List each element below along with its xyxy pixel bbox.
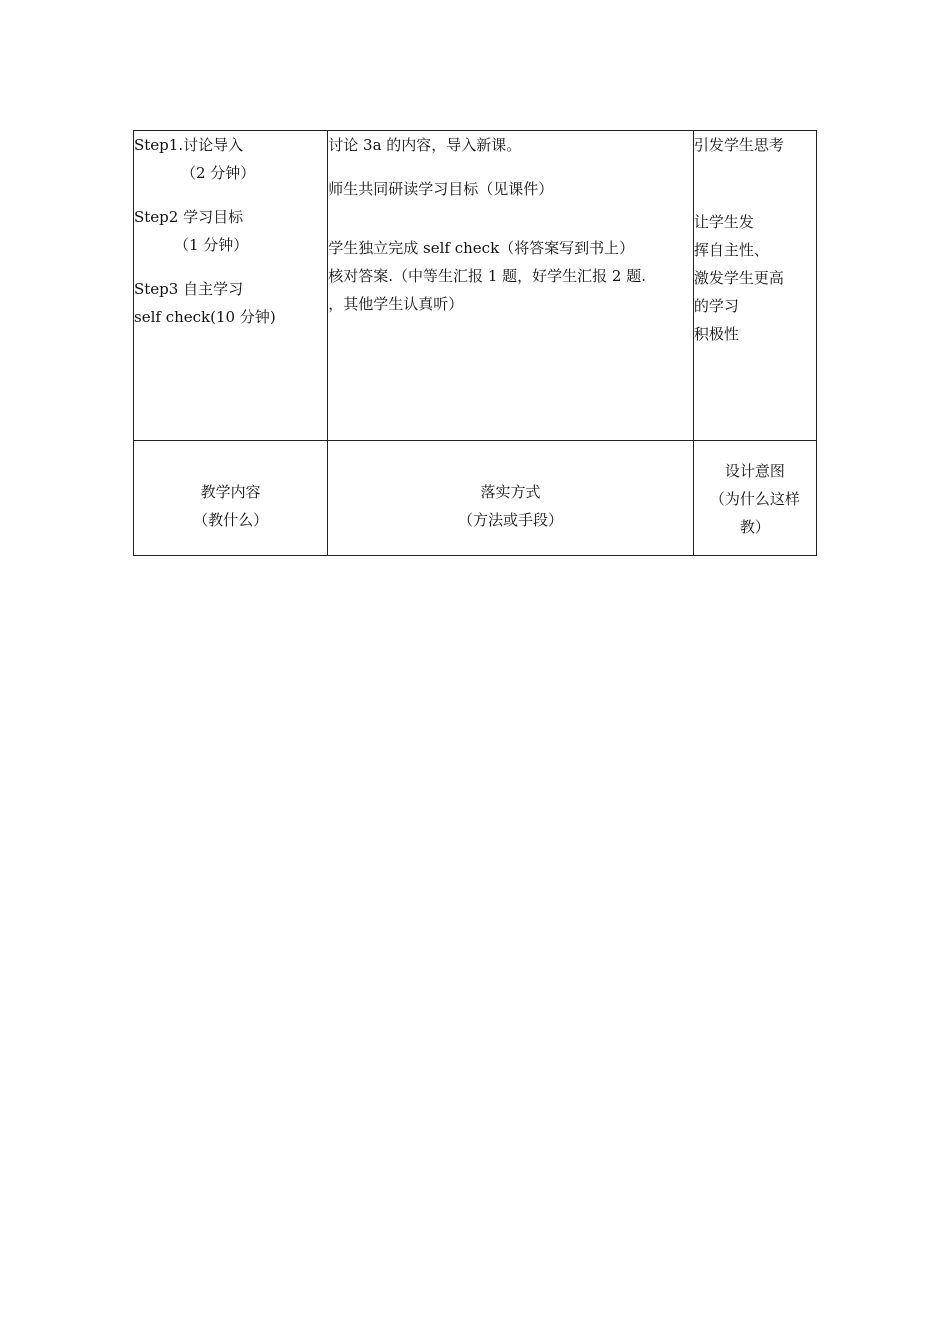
step1-title: Step1.讨论导入 xyxy=(134,136,244,154)
header-row xyxy=(134,441,817,556)
step2-duration: （1 分钟） xyxy=(174,236,249,254)
step1-duration: （2 分钟） xyxy=(181,164,256,182)
intent-line-6: 积极性 xyxy=(693,325,739,343)
header-teaching-content-title: 教学内容 xyxy=(200,483,261,501)
steps-row xyxy=(134,131,817,441)
intent-line-2: 让学生发 xyxy=(693,213,754,231)
method-line-3: 学生独立完成 self check（将答案写到书上） xyxy=(328,239,635,257)
header-method xyxy=(328,441,694,556)
header-teaching-content xyxy=(134,441,328,556)
header-intent-title: 设计意图 xyxy=(724,462,785,480)
intent-line-3: 挥自主性、 xyxy=(693,241,769,259)
step3-title: Step3 自主学习 xyxy=(134,280,244,298)
teaching-content-cell xyxy=(134,131,328,441)
header-method-subtitle: （方法或手段） xyxy=(458,511,564,529)
method-line-1: 讨论 3a 的内容，导入新课。 xyxy=(328,136,522,154)
header-intent-subtitle-1: （为什么这样 xyxy=(709,490,800,508)
lesson-plan-table xyxy=(133,130,817,556)
method-line-2: 师生共同研读学习目标（见课件） xyxy=(328,180,554,198)
header-intent xyxy=(693,441,816,556)
header-intent-subtitle-2: 教） xyxy=(739,518,770,536)
method-line-4: 核对答案.（中等生汇报 1 题，好学生汇报 2 题. xyxy=(328,267,646,285)
intent-cell xyxy=(693,131,816,441)
step3-duration: self check(10 分钟) xyxy=(134,308,276,326)
method-line-5: ，其他学生认真听） xyxy=(328,295,464,313)
header-method-title: 落实方式 xyxy=(480,483,541,501)
intent-line-5: 的学习 xyxy=(693,297,739,315)
method-cell xyxy=(328,131,694,441)
intent-line-1: 引发学生思考 xyxy=(693,136,784,154)
header-teaching-content-subtitle: （教什么） xyxy=(193,511,269,529)
step2-title: Step2 学习目标 xyxy=(134,208,244,226)
intent-line-4: 激发学生更高 xyxy=(693,269,784,287)
